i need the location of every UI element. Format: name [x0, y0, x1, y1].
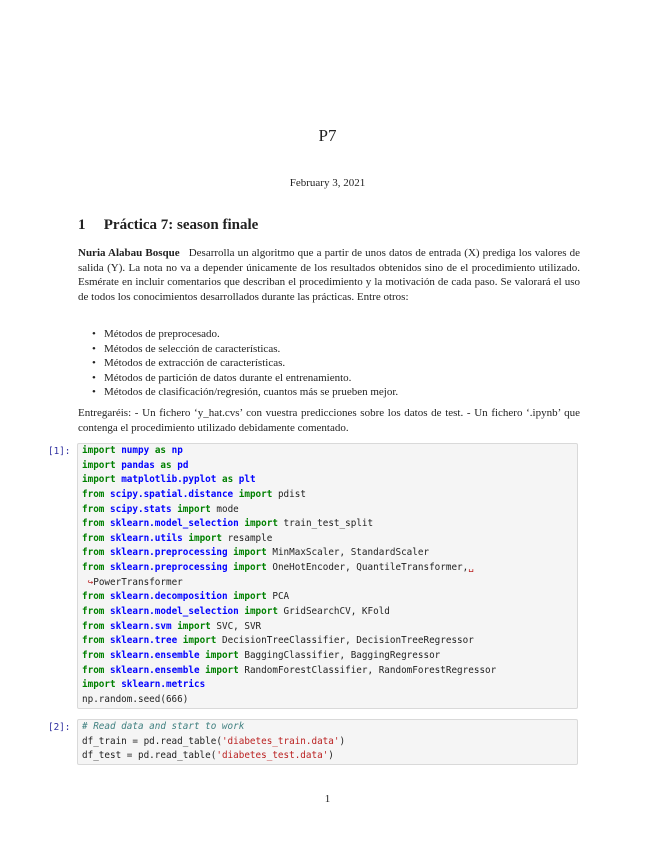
- code-token: np.random.seed(666): [82, 693, 189, 705]
- code-token: import: [238, 488, 273, 500]
- code-token: BaggingClassifier, BaggingRegressor: [238, 649, 441, 661]
- code-token: RandomForestClassifier, RandomForestRegressor: [238, 664, 497, 676]
- code-input-box[interactable]: [77, 443, 578, 709]
- code-token: ): [328, 750, 334, 762]
- code-line: [78, 503, 577, 518]
- deliverables-paragraph: Entregaréis: - Un fichero ‘y_hat.cvs’ con vuestra predicciones sobre los datos de test. - Un fichero ‘.ipynb’ que contenga el procedimiento utilizado debidamente comentado.: [78, 407, 580, 434]
- code-token: SVC, SVR: [210, 620, 262, 632]
- code-line: [78, 546, 577, 561]
- section-number: 1: [78, 217, 86, 233]
- code-line: [78, 517, 577, 532]
- author-name: Nuria Alabau Bosque: [78, 247, 180, 259]
- code-token: import: [177, 503, 211, 515]
- code-token: sklearn.model_selection: [110, 518, 239, 530]
- code-token: import: [188, 532, 222, 544]
- code-token: pd: [177, 459, 189, 471]
- code-token: from: [82, 620, 105, 632]
- code-token: sklearn.ensemble: [110, 649, 200, 661]
- code-token: ↪: [87, 576, 94, 588]
- code-token: from: [82, 532, 105, 544]
- code-token: import: [233, 547, 267, 559]
- code-line: [78, 444, 577, 459]
- cell-prompt: [1]:: [48, 446, 71, 457]
- code-token: sklearn.preprocessing: [110, 562, 228, 574]
- section-heading: [78, 217, 258, 234]
- cell-prompt: [2]:: [48, 722, 71, 733]
- code-token: import: [177, 620, 211, 632]
- code-token: import: [182, 635, 217, 647]
- code-token: train_test_split: [277, 518, 374, 530]
- code-token: import: [233, 591, 267, 603]
- code-token: ␣: [468, 562, 474, 574]
- list-item: • Métodos de preprocesado.: [78, 327, 580, 342]
- code-line: [78, 473, 577, 488]
- code-line: [78, 735, 577, 750]
- code-line: [78, 664, 577, 679]
- code-token: matplotlib.pyplot: [121, 474, 217, 486]
- code-token: sklearn.decomposition: [110, 591, 228, 603]
- code-token: scipy.stats: [110, 503, 172, 515]
- code-line: [78, 693, 577, 708]
- code-token: sklearn.metrics: [121, 679, 206, 691]
- code-line: [78, 620, 577, 635]
- code-line: [78, 634, 577, 649]
- code-token: from: [82, 635, 105, 647]
- code-token: plt: [238, 474, 256, 486]
- section-title: Práctica 7: season finale: [103, 217, 259, 233]
- code-token: from: [82, 503, 105, 515]
- code-line: [78, 488, 577, 503]
- code-token: pdist: [272, 488, 306, 500]
- code-token: scipy.spatial.distance: [110, 488, 234, 500]
- code-line: [78, 576, 577, 591]
- code-token: DecisionTreeClassifier, DecisionTreeRegressor: [216, 635, 474, 647]
- code-token: sklearn.preprocessing: [110, 547, 228, 559]
- code-token: # Read data and start to work: [82, 721, 245, 732]
- code-token: df_test = pd.read_table(: [82, 750, 217, 762]
- code-token: import: [244, 518, 278, 530]
- code-token: np: [171, 445, 183, 456]
- code-token: sklearn.ensemble: [110, 664, 200, 676]
- code-token: as: [221, 474, 234, 486]
- code-token: from: [82, 664, 105, 676]
- code-token: from: [82, 488, 105, 500]
- document-date: February 3, 2021: [289, 177, 366, 189]
- code-token: MinMaxScaler, StandardScaler: [266, 547, 430, 559]
- code-line: [78, 678, 577, 693]
- code-token: 'diabetes_train.data': [221, 735, 340, 747]
- document-title: P7: [318, 126, 337, 145]
- list-item: • Métodos de partición de datos durante el entrenamiento.: [78, 371, 580, 386]
- code-token: PCA: [266, 591, 290, 603]
- code-token: as: [154, 445, 167, 456]
- intro-text: Desarrolla un algoritmo que a partir de unos datos de entrada (X) prediga los valores de salida (Y). La nota no va a depender únicamente de los resultados obtenidos sino de el procedimiento utilizado. Esmérate en incluir comentarios que describan el procedimiento y la motivación de cada paso. Se valorará el uso de todos los conocimientos desarrollados durante las prácticas. Entre otros:: [78, 247, 581, 303]
- code-line: [78, 720, 577, 735]
- code-token: from: [82, 606, 105, 618]
- code-token: sklearn.tree: [110, 635, 178, 647]
- code-token: numpy: [121, 445, 150, 456]
- page-number: 1: [324, 793, 331, 805]
- intro-paragraph: [78, 246, 580, 304]
- code-line: [78, 561, 577, 576]
- code-token: import: [82, 459, 116, 471]
- code-token: import: [82, 474, 116, 486]
- code-token: import: [205, 649, 239, 661]
- code-token: OneHotEncoder, QuantileTransformer,: [266, 562, 469, 574]
- code-token: import: [82, 445, 116, 456]
- code-token: import: [233, 562, 267, 574]
- code-line: [78, 590, 577, 605]
- code-token: from: [82, 649, 105, 661]
- code-token: PowerTransformer: [93, 576, 183, 588]
- code-token: sklearn.model_selection: [110, 606, 239, 618]
- code-token: import: [82, 679, 116, 691]
- code-line: [78, 605, 577, 620]
- code-line: [78, 459, 577, 474]
- code-token: sklearn.utils: [110, 532, 183, 544]
- code-line: [78, 532, 577, 547]
- code-token: from: [82, 591, 105, 603]
- code-line: [78, 649, 577, 664]
- list-item: • Métodos de clasificación/regresión, cuantos más se prueben mejor.: [78, 385, 580, 400]
- code-token: from: [82, 518, 105, 530]
- code-token: ): [339, 735, 346, 747]
- code-token: mode: [210, 503, 239, 515]
- list-item: • Métodos de selección de características.: [78, 342, 580, 357]
- code-input-box[interactable]: [77, 719, 578, 765]
- code-token: import: [244, 606, 278, 618]
- code-token: sklearn.svm: [110, 620, 172, 632]
- list-item: • Métodos de extracción de características.: [78, 356, 580, 371]
- code-line: [78, 749, 577, 764]
- code-token: GridSearchCV, KFold: [277, 606, 390, 618]
- code-token: resample: [221, 532, 273, 544]
- methods-list: [78, 327, 580, 400]
- code-token: from: [82, 547, 105, 559]
- code-token: as: [160, 459, 172, 471]
- code-token: 'diabetes_test.data': [216, 750, 329, 762]
- code-token: pandas: [121, 459, 155, 471]
- code-token: from: [82, 562, 105, 574]
- code-token: import: [205, 664, 239, 676]
- code-token: df_train = pd.read_table(: [82, 735, 222, 747]
